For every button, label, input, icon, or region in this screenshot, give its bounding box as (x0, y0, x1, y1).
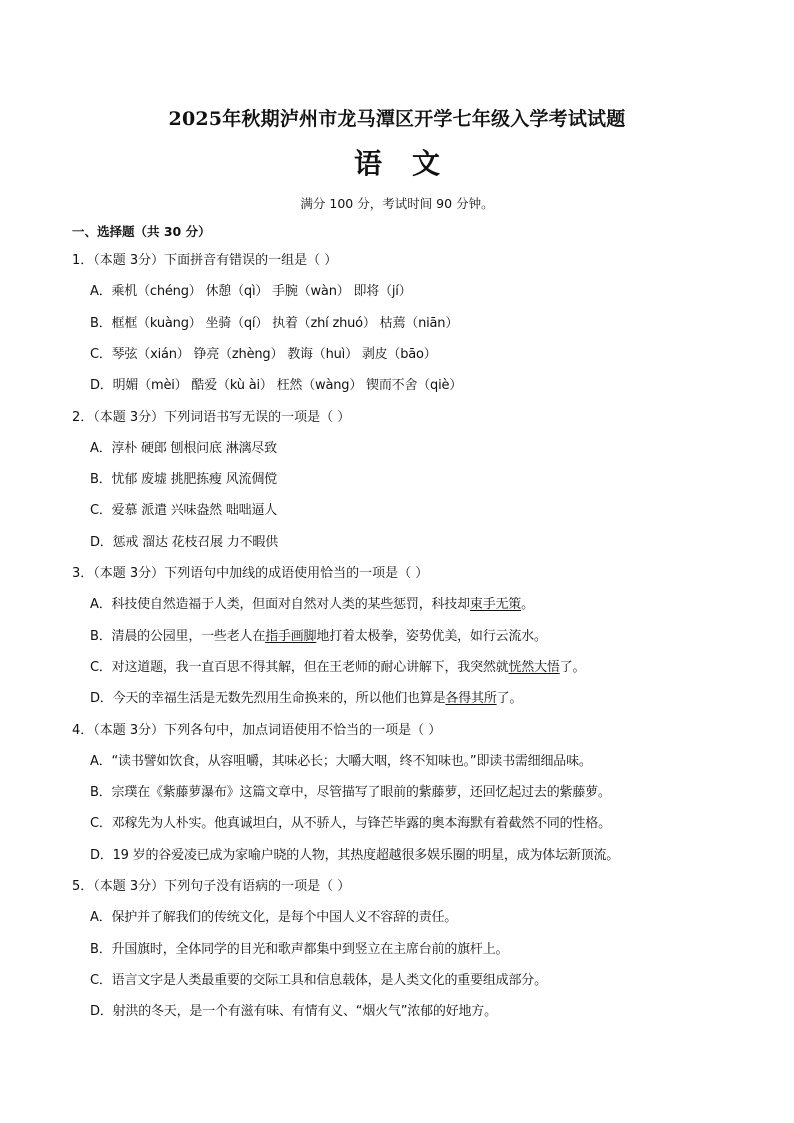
option-text: C．对这道题，我一直百思不得其解，但在王老师的耐心讲解下，我突然就 (90, 659, 509, 675)
option-text-tail: 地打着太极拳，姿势优美，如行云流水。 (316, 628, 547, 644)
question-option (90, 531, 278, 550)
section-heading: 一、选择题（共 30 分） (72, 224, 211, 239)
question-stem: 5．（本题 3分）下列句子没有语病的一项是（ ） (72, 879, 351, 894)
option-text: C．琴弦（xián） 铮亮（zhèng） 教诲（huì） 剥皮（bāo） (90, 346, 437, 362)
exam-note: 满分 100 分，考试时间 90 分钟。 (300, 196, 494, 211)
question-stem: 2．（本题 3分）下列词语书写无误的一项是（ ） (72, 409, 351, 425)
option-text: B．升国旗时，全体同学的目光和歌声都集中到竖立在主席台前的旗杆上。 (90, 941, 509, 957)
question-option (90, 280, 412, 299)
option-text-tail: 。 (521, 597, 534, 613)
underlined-idiom: 各得其所 (445, 691, 497, 707)
option-text: A．“读书譬如饮食，从容咀嚼，其味必长；大嚼大咽，终不知味也。”即读书需细细品味。 (90, 753, 592, 769)
question-option (90, 938, 508, 957)
question-option (90, 499, 277, 518)
option-text: B．清晨的公园里，一些老人在 (90, 628, 266, 644)
option-text: A．乘机（chéng） 休憩（qì） 手腕（wàn） 即将（jí） (90, 284, 412, 300)
question-option (90, 468, 277, 487)
option-text: A．科技使自然造福于人类，但面对自然对人类的某些惩罚，科技却 (90, 597, 470, 613)
question-option (90, 687, 522, 706)
option-text: D．19 岁的谷爱凌已成为家喻户晓的人物，其热度超越很多娱乐圈的明星，成为体坛新顶流。 (90, 847, 620, 863)
option-text: D．今天的幸福生活是无数先烈用生命换来的，所以他们也算是 (90, 691, 446, 707)
question-option (90, 656, 585, 675)
question-option (90, 593, 534, 612)
question-option (90, 343, 437, 362)
option-text: C．邓稼先为人朴实。他真诚坦白，从不骄人，与锋芒毕露的奥本海默有着截然不同的性格。 (90, 816, 611, 832)
question-option (90, 750, 592, 769)
question-option (90, 437, 277, 456)
question-option (90, 374, 462, 393)
question-option (90, 625, 547, 644)
question-option (90, 812, 611, 831)
question-stem: 1．（本题 3分）下面拼音有错误的一组是（ ） (72, 253, 338, 268)
question-stem: 3．（本题 3分）下列语句中加线的成语使用恰当的一项是（ ） (72, 566, 429, 581)
option-text: C．爱慕 派遣 兴味盎然 咄咄逼人 (90, 503, 278, 519)
option-text: B．忧郁 废墟 挑肥拣瘦 风流倜傥 (90, 472, 277, 488)
question-option (90, 906, 457, 925)
option-text: B．框框（kuàng） 坐骑（qí） 执着（zhí zhuó） 枯蔫（niān） (90, 315, 459, 331)
option-text-tail: 了。 (559, 659, 586, 675)
option-text: C．语言文字是人类最重要的交际工具和信息载体，是人类文化的重要组成部分。 (90, 972, 547, 988)
exam-title: 2025年秋期泸州市龙马潭区开学七年级入学考试试题 (168, 108, 626, 130)
question-option (90, 969, 547, 988)
question-stem: 4．（本题 3分）下列各句中，加点词语使用不恰当的一项是（ ） (72, 722, 442, 738)
option-text: A．淳朴 硬郎 刨根问底 淋漓尽致 (90, 440, 277, 456)
underlined-idiom: 指手画脚 (265, 628, 317, 644)
question-option (90, 1000, 497, 1019)
question-option (90, 844, 619, 863)
underlined-idiom: 恍然大悟 (508, 659, 560, 675)
option-text: A．保护并了解我们的传统文化，是每个中国人义不容辞的责任。 (90, 910, 458, 926)
subject-title: 语文 (353, 147, 470, 180)
option-text-tail: 了。 (496, 691, 523, 707)
option-text: B．宗璞在《紫藤萝瀑布》这篇文章中，尽管描写了眼前的紫藤萝，还回忆起过去的紫藤萝。 (90, 785, 611, 801)
question-option (90, 312, 458, 331)
question-option (90, 781, 611, 800)
option-text: D．射洪的冬天，是一个有滋有味、有情有义、“烟火气”浓郁的好地方。 (90, 1004, 497, 1020)
underlined-idiom: 束手无策 (469, 597, 522, 613)
option-text: D．惩戒 溜达 花枝召展 力不暇供 (90, 534, 279, 550)
option-text: D．明媚（mèi） 酷爱（kù ài） 枉然（wàng） 锲而不舍（qiè） (90, 378, 463, 394)
